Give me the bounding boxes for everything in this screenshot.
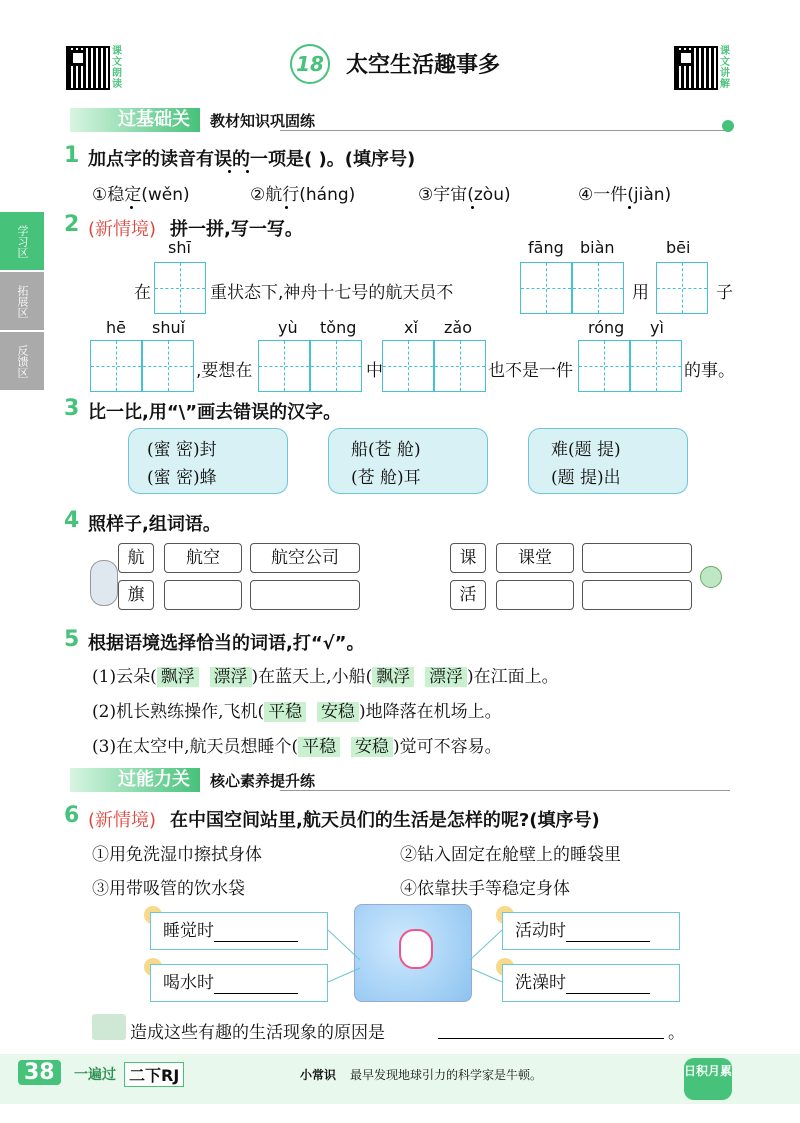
pinyin: tǒng bbox=[320, 318, 357, 337]
word-choice[interactable]: 漂浮 bbox=[210, 667, 252, 687]
question-number: 3 bbox=[64, 396, 80, 421]
word-compare-card bbox=[128, 428, 288, 494]
side-tab-feedback[interactable]: 反馈区 bbox=[0, 332, 44, 390]
writing-grid[interactable] bbox=[142, 340, 194, 392]
compare-line[interactable]: (蜜 密)蜂 bbox=[147, 468, 217, 488]
option: ②航行(háng) bbox=[250, 185, 356, 205]
pinyin: róng bbox=[588, 318, 625, 337]
daily-badge: 日积月累 bbox=[684, 1058, 732, 1100]
writing-grid[interactable] bbox=[520, 262, 572, 314]
answer-box[interactable] bbox=[250, 580, 360, 610]
writing-grid[interactable] bbox=[258, 340, 310, 392]
divider bbox=[280, 130, 730, 131]
grade-label: 二下RJ bbox=[124, 1062, 184, 1087]
answer-box-sleep[interactable]: 睡觉时 bbox=[150, 912, 328, 950]
writing-grid[interactable] bbox=[154, 262, 206, 314]
option: ④一件(jiàn) bbox=[578, 185, 672, 205]
sentence-text: ,要想在 bbox=[196, 361, 253, 381]
lesson-number-badge: 18 bbox=[290, 44, 330, 84]
option: ①稳定(wěn) bbox=[92, 185, 190, 205]
question-number: 5 bbox=[64, 627, 80, 652]
question-text: 在中国空间站里,航天员们的生活是怎样的呢?(填序号) bbox=[170, 810, 600, 831]
word-box: 航空公司 bbox=[250, 543, 360, 573]
answer-box[interactable] bbox=[582, 543, 692, 573]
connector-lines bbox=[320, 920, 510, 1000]
word-compare-card bbox=[528, 428, 688, 494]
option: ②钻入固定在舱壁上的睡袋里 bbox=[400, 845, 621, 865]
compare-line[interactable]: (苍 舱)耳 bbox=[351, 468, 421, 488]
compare-line[interactable]: 难(题 提) bbox=[551, 440, 621, 460]
section-ability bbox=[70, 768, 730, 794]
reason-end: 。 bbox=[668, 1023, 685, 1043]
question-number: 2 bbox=[64, 212, 80, 237]
writing-grid[interactable] bbox=[434, 340, 486, 392]
pinyin: bēi bbox=[666, 238, 691, 257]
emphasis-dot bbox=[285, 206, 288, 209]
writing-grid[interactable] bbox=[572, 262, 624, 314]
context-sentence: (2)机长熟练操作,飞机( 平稳 安稳 )地降落在机场上。 bbox=[92, 702, 502, 722]
side-tab-learn[interactable]: 学习区 bbox=[0, 212, 44, 270]
page-title: 太空生活趣事多 bbox=[346, 53, 501, 78]
question-text: 根据语境选择恰当的词语,打“√”。 bbox=[88, 633, 365, 654]
sentence-text: 用 bbox=[632, 283, 649, 303]
answer-box-drink[interactable]: 喝水时 bbox=[150, 964, 328, 1002]
reason-blank[interactable] bbox=[438, 1038, 664, 1039]
pinyin: fāng bbox=[528, 238, 564, 257]
pinyin: yì bbox=[650, 318, 664, 337]
word-choice[interactable]: 平稳 bbox=[298, 737, 340, 757]
question-text: 比一比,用“\”画去错误的汉字。 bbox=[88, 402, 342, 423]
section-ability-tag: 过能力关 bbox=[70, 768, 200, 792]
answer-box-bathe[interactable]: 洗澡时 bbox=[502, 964, 680, 1002]
word-choice[interactable]: 安稳 bbox=[317, 702, 359, 722]
word-compare-card bbox=[328, 428, 488, 494]
section-basic-subtitle: 教材知识巩固练 bbox=[210, 112, 316, 130]
writing-grid[interactable] bbox=[578, 340, 630, 392]
pinyin: xǐ bbox=[404, 318, 418, 337]
new-context-tag: (新情境) bbox=[88, 219, 157, 240]
question-number: 1 bbox=[64, 143, 80, 168]
reason-prompt: 造成这些有趣的生活现象的原因是 bbox=[130, 1023, 385, 1043]
emphasis-dot bbox=[471, 206, 474, 209]
word-choice[interactable]: 漂浮 bbox=[425, 667, 467, 687]
question-text: 拼一拼,写一写。 bbox=[170, 219, 303, 240]
question-number: 6 bbox=[64, 803, 80, 828]
star-icon bbox=[722, 120, 734, 132]
writing-grid[interactable] bbox=[630, 340, 682, 392]
pinyin: zǎo bbox=[444, 318, 472, 337]
context-sentence: (1)云朵( 飘浮 漂浮 )在蓝天上,小船( 飘浮 漂浮 )在江面上。 bbox=[92, 667, 559, 687]
think-icon bbox=[92, 1014, 126, 1040]
sentence-text: 在 bbox=[134, 283, 151, 303]
answer-box[interactable] bbox=[164, 580, 242, 610]
sentence-text: 重状态下,神舟十七号的航天员不 bbox=[210, 283, 454, 303]
pinyin: yù bbox=[278, 318, 298, 337]
section-basic bbox=[70, 108, 730, 134]
compare-line[interactable]: (蜜 密)封 bbox=[147, 440, 217, 460]
option: ③用带吸管的饮水袋 bbox=[92, 879, 245, 899]
qr-code-left[interactable] bbox=[68, 48, 108, 88]
question-number: 4 bbox=[64, 508, 80, 533]
alien-icon bbox=[700, 566, 722, 588]
page-number: 38 bbox=[18, 1060, 61, 1085]
word-choice[interactable]: 飘浮 bbox=[372, 667, 414, 687]
sentence-text: 也不是一件 bbox=[488, 361, 573, 381]
new-context-tag: (新情境) bbox=[88, 810, 157, 831]
character-box: 航 bbox=[118, 543, 154, 573]
question-text: 加点字的读音有误的一项是( )。(填序号) bbox=[88, 149, 416, 170]
word-choice[interactable]: 平稳 bbox=[264, 702, 306, 722]
pinyin: shuǐ bbox=[152, 318, 186, 337]
question-text: 照样子,组词语。 bbox=[88, 514, 221, 535]
qr-code-right[interactable] bbox=[676, 48, 716, 88]
word-box: 课堂 bbox=[496, 543, 574, 573]
pinyin: hē bbox=[106, 318, 126, 337]
writing-grid[interactable] bbox=[382, 340, 434, 392]
answer-box-activity[interactable]: 活动时 bbox=[502, 912, 680, 950]
tip-label: 小常识 bbox=[300, 1068, 337, 1082]
word-choice[interactable]: 飘浮 bbox=[157, 667, 199, 687]
section-ability-subtitle: 核心素养提升练 bbox=[210, 772, 316, 790]
side-tab-expand[interactable]: 拓展区 bbox=[0, 272, 44, 330]
brand-logo: 一遍过 bbox=[74, 1067, 116, 1083]
section-basic-tag: 过基础关 bbox=[70, 108, 200, 132]
qr-right-label: 课文讲解 bbox=[720, 46, 730, 90]
option: ①用免洗湿巾擦拭身体 bbox=[92, 845, 262, 865]
emphasis-dot bbox=[130, 206, 133, 209]
compare-line[interactable]: 船(苍 舱) bbox=[351, 440, 421, 460]
emphasis-dot bbox=[228, 170, 231, 173]
writing-grid[interactable] bbox=[310, 340, 362, 392]
word-box: 航空 bbox=[164, 543, 242, 573]
character-box: 课 bbox=[450, 543, 486, 573]
emphasis-dot bbox=[628, 206, 631, 209]
answer-box[interactable] bbox=[582, 580, 692, 610]
context-sentence: (3)在太空中,航天员想睡个( 平稳 安稳 )觉可不容易。 bbox=[92, 737, 502, 757]
writing-grid[interactable] bbox=[656, 262, 708, 314]
tip-text: 最早发现地球引力的科学家是牛顿。 bbox=[350, 1068, 543, 1082]
option: ③宇宙(zòu) bbox=[418, 185, 511, 205]
sentence-text: 子 bbox=[716, 283, 733, 303]
compare-line[interactable]: (题 提)出 bbox=[551, 468, 621, 488]
pinyin: shī bbox=[168, 238, 191, 257]
sentence-text: 的事。 bbox=[684, 361, 735, 381]
divider bbox=[280, 790, 730, 791]
pinyin: biàn bbox=[580, 238, 615, 257]
emphasis-dot bbox=[246, 170, 249, 173]
character-box: 旗 bbox=[118, 580, 154, 610]
option: ④依靠扶手等稳定身体 bbox=[400, 879, 570, 899]
character-box: 活 bbox=[450, 580, 486, 610]
qr-left-label: 课文朗读 bbox=[112, 46, 122, 90]
answer-box[interactable] bbox=[496, 580, 574, 610]
astronaut-icon bbox=[90, 560, 118, 606]
word-choice[interactable]: 安稳 bbox=[351, 737, 393, 757]
writing-grid[interactable] bbox=[90, 340, 142, 392]
sentence-text: 中 bbox=[366, 361, 383, 381]
